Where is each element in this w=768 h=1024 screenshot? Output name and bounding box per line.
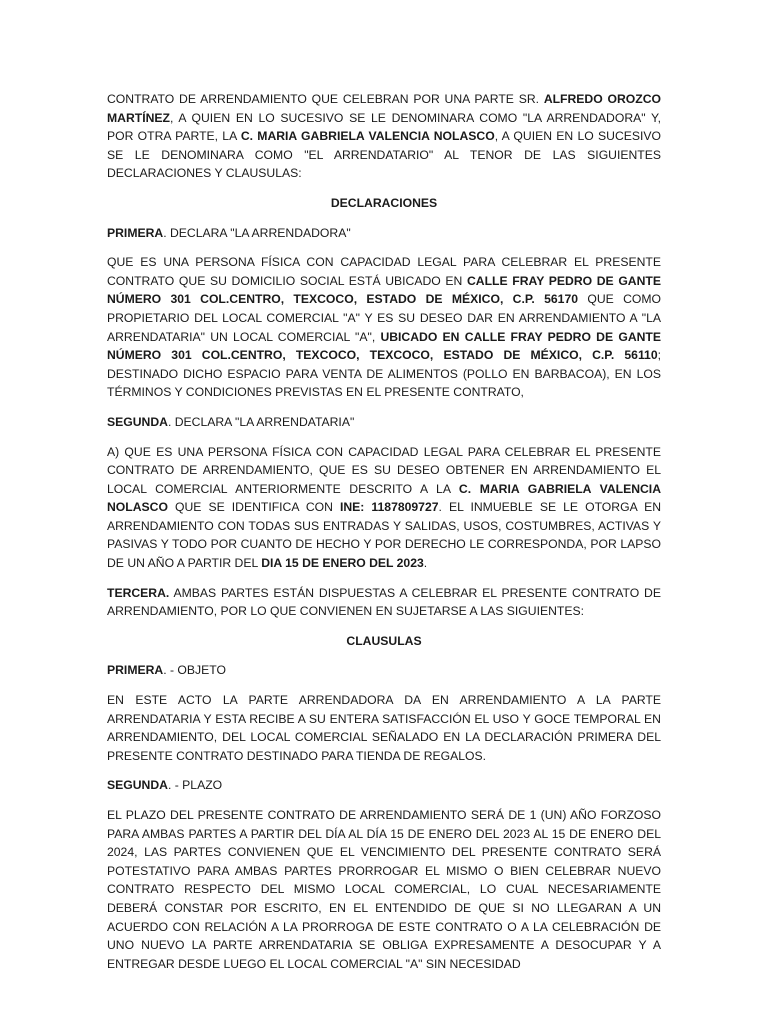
landlord-name: ALFREDO OROZCO MARTÍNEZ bbox=[107, 92, 661, 125]
intro-text-3: , A QUIEN EN LO SUCESIVO SE LE DENOMINARA COMO "EL ARRENDATARIO" AL TENOR DE LAS SIGUIENTES DECLARACIONES Y CLAUSULAS: bbox=[107, 129, 662, 181]
segunda-decl-tenant-name: C. MARIA GABRIELA VALENCIA NOLASCO bbox=[107, 481, 661, 515]
segunda-declaracion-rest: . DECLARA "LA ARRENDATARIA" bbox=[167, 414, 355, 429]
intro-text-1: CONTRATO DE ARRENDAMIENTO QUE CELEBRAN POR UNA PARTE SR. bbox=[107, 92, 544, 106]
primera-clausula-body: EN ESTE ACTO LA PARTE ARRENDADORA DA EN ARRENDAMIENTO A LA PARTE ARRENDATARIA Y ESTA RECIBE A SU ENTERA SATISFACCIÓN EL USO Y GOCE TEMPORAL EN ARRENDAMIENTO, DEL LOCAL COMERCIAL SEÑALADO EN LA DECLARACIÓN PRIMERA DEL PRESENTE CONTRATO DESTINADO PARA TIENDA DE REGALOS. bbox=[107, 693, 661, 763]
primera-declaracion-body bbox=[107, 253, 661, 402]
segunda-clausula-label: SEGUNDA bbox=[107, 778, 168, 793]
primera-clausula-label: PRIMERA bbox=[107, 663, 164, 678]
segunda-decl-text-2: QUE SE IDENTIFICA CON bbox=[167, 500, 340, 515]
intro-text-2: , A QUIEN EN LO SUCESIVO SE LE DENOMINARA COMO "LA ARRENDADORA" Y, POR OTRA PARTE, LA bbox=[107, 110, 661, 144]
segunda-clausula-body: EL PLAZO DEL PRESENTE CONTRATO DE ARRENDAMIENTO SERÁ DE 1 (UN) AÑO FORZOSO PARA AMBAS PARTES A PARTIR DEL DÍA AL DÍA 15 DE ENERO DEL 2023 AL 15 DE ENERO DEL 2024, LAS PARTES CONVIENEN QUE EL VENCIMIENTO DEL PRESENTE CONTRATO SERÁ POTESTATIVO PARA AMBAS PARTES PRORROGAR EL MISMO O BIEN CELEBRAR NUEVO CONTRATO RESPECTO DEL MISMO LOCAL COMERCIAL, LO CUAL NECESARIAMENTE DEBERÁ CONSTAR POR ESCRITO, EN EL ENTENDIDO DE QUE SI NO LLEGARAN A UN ACUERDO CON RELACIÓN A LA PRORROGA DE ESTE CONTRATO O A LA CELEBRACIÓN DE UNO NUEVO LA PARTE ARRENDATARIA SE OBLIGA EXPRESAMENTE A DESOCUPAR Y A ENTREGAR DESDE LUEGO EL LOCAL COMERCIAL "A" SIN NECESIDAD bbox=[107, 808, 661, 971]
primera-declaracion-label: PRIMERA bbox=[107, 225, 164, 240]
primera-clausula-heading bbox=[107, 661, 661, 680]
tercera-declaracion-text: AMBAS PARTES ESTÁN DISPUESTAS A CELEBRAR EL PRESENTE CONTRATO DE ARRENDAMIENTO, POR LO QUE CONVIENEN EN SUJETARSE A LAS SIGUIENTES: bbox=[107, 585, 661, 619]
segunda-decl-text-4: . bbox=[423, 556, 428, 571]
intro-paragraph bbox=[107, 90, 661, 183]
segunda-declaracion-heading bbox=[107, 413, 661, 432]
segunda-decl-start-date: DIA 15 DE ENERO DEL 2023 bbox=[261, 556, 424, 571]
primera-decl-address-1: CALLE FRAY PEDRO DE GANTE NÚMERO 301 COL.CENTRO, TEXCOCO, ESTADO DE MÉXICO, C.P. 56170 bbox=[107, 273, 661, 307]
segunda-clausula-heading bbox=[107, 776, 661, 795]
tenant-name: C. MARIA GABRIELA VALENCIA NOLASCO bbox=[240, 129, 495, 144]
primera-declaracion-heading bbox=[107, 224, 661, 243]
primera-decl-text-2: QUE COMO PROPIETARIO DEL LOCAL COMERCIAL "A" Y ES SU DESEO DAR EN ARRENDAMIENTO A "LA ARRENDATARIA" UN LOCAL COMERCIAL "A", bbox=[107, 292, 661, 344]
segunda-declaracion-body bbox=[107, 443, 661, 573]
segunda-decl-ine: INE: 1187809727 bbox=[339, 500, 439, 515]
primera-decl-text-3: ; DESTINADO DICHO ESPACIO PARA VENTA DE ALIMENTOS (POLLO EN BARBACOA), EN LOS TÉRMINOS Y CONDICIONES PREVISTAS EN EL PRESENTE CONTRATO, bbox=[107, 348, 661, 400]
segunda-declaracion-label: SEGUNDA bbox=[107, 414, 168, 429]
primera-declaracion-rest: . DECLARA "LA ARRENDADORA" bbox=[163, 225, 351, 240]
primera-decl-address-2: UBICADO EN CALLE FRAY PEDRO DE GANTE NÚMERO 301 COL.CENTRO, TEXCOCO, TEXCOCO, ESTADO DE MÉXICO, C.P. 56110 bbox=[107, 329, 661, 363]
clausulas-heading: CLAUSULAS bbox=[346, 633, 422, 648]
tercera-declaracion-label: TERCERA. bbox=[107, 585, 170, 600]
contract-document bbox=[107, 90, 661, 984]
primera-decl-text-1: QUE ES UNA PERSONA FÍSICA CON CAPACIDAD LEGAL PARA CELEBRAR EL PRESENTE CONTRATO QUE SU DOMICILIO SOCIAL ESTÁ UBICADO EN bbox=[107, 255, 661, 288]
primera-clausula-rest: . - OBJETO bbox=[163, 663, 226, 678]
tercera-declaracion bbox=[107, 584, 661, 621]
declaraciones-heading: DECLARACIONES bbox=[330, 195, 438, 210]
segunda-decl-text-1: A) QUE ES UNA PERSONA FÍSICA CON CAPACIDAD LEGAL PARA CELEBRAR EL PRESENTE CONTRATO DE ARRENDAMIENTO, QUE ES SU DESEO OBTENER EN ARRENDAMIENTO EL LOCAL COMERCIAL ANTERIORMENTE DESCRITO A LA bbox=[107, 444, 661, 496]
segunda-decl-text-3: . EL INMUEBLE SE LE OTORGA EN ARRENDAMIENTO CON TODAS SUS ENTRADAS Y SALIDAS, USOS, COSTUMBRES, ACTIVAS Y PASIVAS Y TODO POR CUANTO DE HECHO Y POR DERECHO LE CORRESPONDA, POR LAPSO DE UN AÑO A PARTIR DEL bbox=[107, 500, 662, 571]
segunda-clausula-rest: . - PLAZO bbox=[167, 778, 223, 793]
